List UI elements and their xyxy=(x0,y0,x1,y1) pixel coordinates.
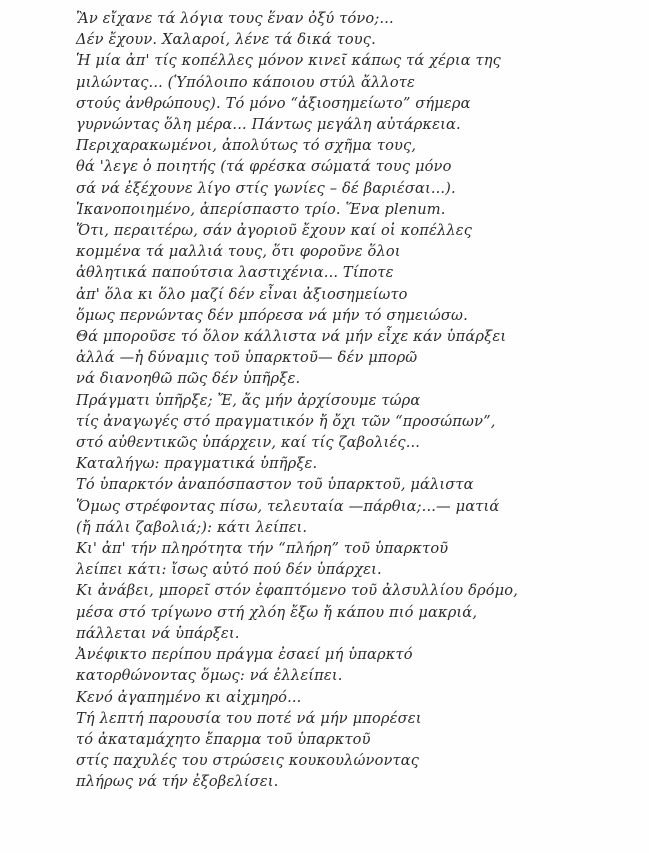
poem-line: Κενό ἀγαπημένο κι αἰχμηρό... xyxy=(76,688,302,706)
poem-line: σά νά ἐξέχουνε λίγο στίς γωνίες – δέ βαριέσαι...). xyxy=(76,179,456,197)
poem-line: τίς ἀναγωγές στό πραγματικόν ἤ ὄχι τῶν “προσώπων”, xyxy=(76,412,496,430)
poem-line: Ὅτι, περαιτέρω, σάν ἀγοριοῦ ἔχουν καί οἱ κοπέλλες xyxy=(76,222,473,240)
poem-line: Ὅμως στρέφοντας πίσω, τελευταία —πάρθια;...— ματιά xyxy=(76,497,500,515)
poem-text xyxy=(76,8,636,793)
poem-line: πάλλεται νά ὑπάρξει. xyxy=(76,624,240,642)
poem-line: ἀπ' ὅλα κι ὅλο μαζί δέν εἶναι ἀξιοσημείωτο xyxy=(76,285,408,303)
poem-line: Τή λεπτή παρουσία του ποτέ νά μήν μπορέσει xyxy=(76,709,422,727)
poem-line: στίς παχυλές του στρώσεις κουκουλώνοντας xyxy=(76,752,420,770)
poem-line: Ἂν εἴχανε τά λόγια τους ἕναν ὀξύ τόνο;... xyxy=(76,10,394,27)
poem-line: Ἡ μία ἀπ' τίς κοπέλλες μόνον κινεῖ κάπως τά χέρια της xyxy=(76,52,501,70)
poem-line: ἀθλητικά παπούτσια λαστιχένια... Τίποτε xyxy=(76,264,394,282)
poem-line: Δέν ἔχουν. Χαλαροί, λένε τά δικά τους. xyxy=(76,31,376,49)
poem-line: Περιχαρακωμένοι, ἀπολύτως τό σχῆμα τους, xyxy=(76,137,417,155)
poem-line: γυρνώντας ὅλη μέρα... Πάντως μεγάλη αὐτάρκεια. xyxy=(76,116,461,134)
poem-line: τό ἀκαταμάχητο ἔπαρμα τοῦ ὑπαρκτοῦ xyxy=(76,730,371,748)
poem-line: Θά μποροῦσε τό ὅλον κάλλιστα νά μήν εἶχε κάν ὑπάρξει xyxy=(76,328,507,346)
poem-line: θά 'λεγε ὁ ποιητής (τά φρέσκα σώματά τους μόνο xyxy=(76,158,452,176)
poem-line: ἀλλά —ἡ δύναμις τοῦ ὑπαρκτοῦ— δέν μπορῶ xyxy=(76,349,418,367)
poem-line: λείπει κάτι: ἴσως αὐτό πού δέν ὑπάρχει. xyxy=(76,561,382,579)
poem-line: στό αὐθεντικῶς ὑπάρχειν, καί τίς ζαβολιές... xyxy=(76,434,421,452)
poem-line: μέσα στό τρίγωνο στή χλόη ἔξω ἤ κάπου πιό μακριά, xyxy=(76,603,478,621)
poem-line: Ἀνέφικτο περίπου πράγμα ἐσαεί μή ὑπαρκτό xyxy=(76,646,413,664)
poem-line: Κι ἀνάβει, μπορεῖ στόν ἐφαπτόμενο τοῦ ἀλσυλλίου δρόμο, xyxy=(76,582,519,600)
poem-line: νά διανοηθῶ πῶς δέν ὑπῆρξε. xyxy=(76,370,301,388)
poem-line: ὅμως περνώντας δέν μπόρεσα νά μήν τό σημειώσω. xyxy=(76,306,468,324)
poem-line: Καταλήγω: πραγματικά ὑπῆρξε. xyxy=(76,455,318,473)
poem-line: (ἤ πάλι ζαβολιά;): κάτι λείπει. xyxy=(76,518,308,536)
poem-line: Ἱκανοποιημένο, ἀπερίσπαστο τρίο. Ἕνα plenum. xyxy=(76,200,446,218)
poem-line: στούς ἀνθρώπους). Τό μόνο “ἀξιοσημείωτο” σήμερα xyxy=(76,94,471,112)
poem-line: Τό ὑπαρκτόν ἀναπόσπαστον τοῦ ὑπαρκτοῦ, μάλιστα xyxy=(76,476,474,494)
poem-line: κατορθώνοντας ὅμως: νά ἐλλείπει. xyxy=(76,667,343,685)
poem-line: κομμένα τά μαλλιά τους, ὅτι φοροῦνε ὅλοι xyxy=(76,243,401,261)
poem-line: Πράγματι ὑπῆρξε; Ἔ, ἄς μήν ἀρχίσουμε τώρα xyxy=(76,391,421,409)
poem-line: πλήρως νά τήν ἐξοβελίσει. xyxy=(76,773,279,791)
poem-line: Κι' ἀπ' τήν πληρότητα τήν “πλήρη” τοῦ ὑπαρκτοῦ xyxy=(76,540,449,558)
poem-line: μιλώντας... (Ὑπόλοιπο κάποιου στύλ ἄλλοτε xyxy=(76,73,415,91)
